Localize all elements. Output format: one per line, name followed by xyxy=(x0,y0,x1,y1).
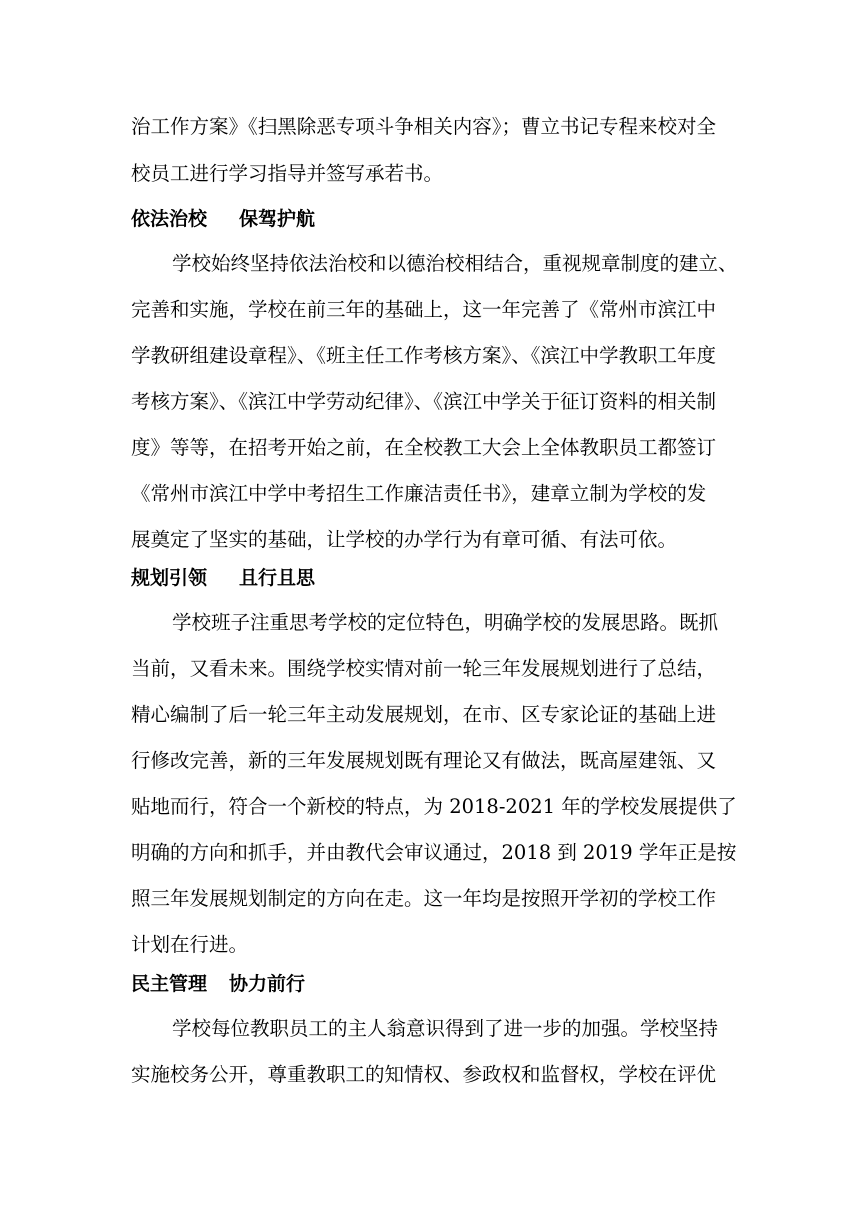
paragraph-line: 当前，又看未来。围绕学校实情对前一轮三年发展规划进行了总结， xyxy=(131,657,717,680)
section-heading-right: 保驾护航 xyxy=(239,208,316,230)
paragraph-line: 照三年发展规划制定的方向在走。这一年均是按照开学初的学校工作 xyxy=(131,887,717,910)
paragraph-line: 考核方案》、《滨江中学劳动纪律》、《滨江中学关于征订资料的相关制 xyxy=(131,390,717,413)
paragraph-line: 明确的方向和抓手，并由教代会审议通过，2018 到 2019 学年正是按 xyxy=(131,841,737,864)
paragraph-line: 展奠定了坚实的基础，让学校的办学行为有章可循、有法可依。 xyxy=(131,528,678,551)
paragraph-line: 学教研组建设章程》、《班主任工作考核方案》、《滨江中学教职工年度 xyxy=(131,344,717,367)
paragraph-line: 实施校务公开，尊重教职工的知情权、参政权和监督权，学校在评优 xyxy=(131,1063,717,1086)
paragraph-line: 精心编制了后一轮三年主动发展规划，在市、区专家论证的基础上进 xyxy=(131,703,717,726)
paragraph-line: 《常州市滨江中学中考招生工作廉洁责任书》，建章立制为学校的发 xyxy=(131,482,707,505)
section-heading-right: 且行且思 xyxy=(239,567,316,589)
section-heading-left: 规划引领 xyxy=(131,567,208,589)
paragraph-line: 治工作方案》《扫黑除恶专项斗争相关内容》；曹立书记专程来校对全 xyxy=(131,115,717,138)
section-heading xyxy=(131,196,751,242)
paragraph-line: 学校班子注重思考学校的定位特色，明确学校的发展思路。既抓 xyxy=(172,611,719,634)
section-heading-left: 民主管理 xyxy=(131,973,208,995)
paragraph-line: 学校始终坚持依法治校和以德治校相结合，重视规章制度的建立、 xyxy=(172,252,738,275)
paragraph-line: 学校每位教职员工的主人翁意识得到了进一步的加强。学校坚持 xyxy=(172,1017,719,1040)
paragraph-line: 完善和实施，学校在前三年的基础上，这一年完善了《常州市滨江中 xyxy=(131,298,717,321)
paragraph-line: 贴地而行，符合一个新校的特点，为 2018-2021 年的学校发展提供了 xyxy=(131,795,737,818)
section-heading xyxy=(131,555,751,601)
paragraph-line: 度》等等，在招考开始之前，在全校教工大会上全体教职员工都签订 xyxy=(131,436,717,459)
paragraph-line: 计划在行进。 xyxy=(131,933,249,956)
section-heading xyxy=(131,961,751,1007)
section-heading-right: 协力前行 xyxy=(229,973,306,995)
paragraph-line: 行修改完善，新的三年发展规划既有理论又有做法，既高屋建瓴、又 xyxy=(131,749,717,772)
section-heading-left: 依法治校 xyxy=(131,208,208,230)
paragraph-line: 校员工进行学习指导并签写承若书。 xyxy=(131,162,444,185)
